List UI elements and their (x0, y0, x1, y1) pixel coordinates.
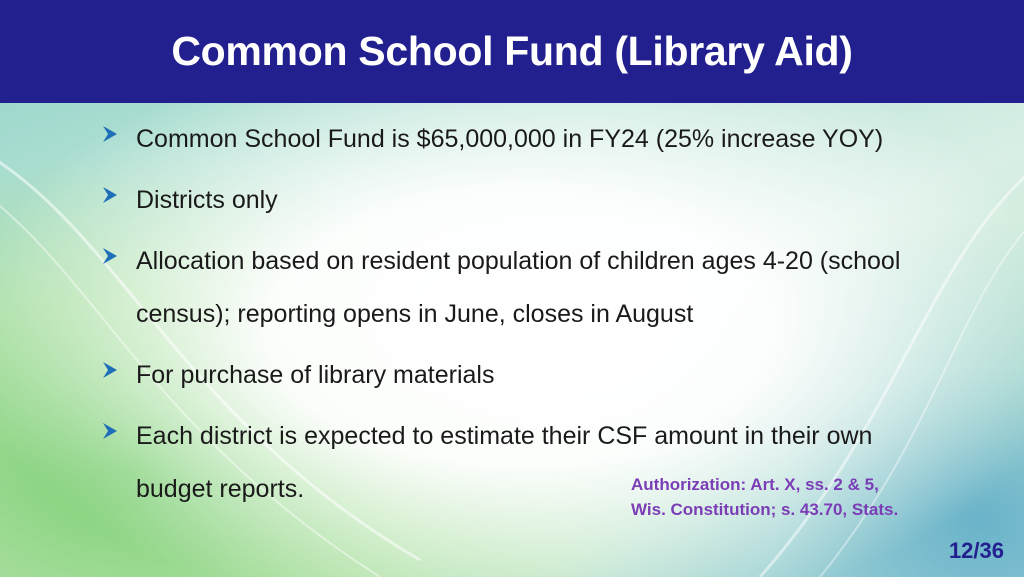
arrow-bullet-icon (100, 235, 136, 271)
arrow-bullet-icon (100, 410, 136, 446)
bullet-text: Each district is expected to estimate their CSF amount in their own budget reports. (136, 422, 873, 503)
citation-line: Wis. Constitution; s. 43.70, Stats. (631, 500, 899, 519)
bullet-item (100, 235, 940, 341)
bullet-text: Common School Fund is $65,000,000 in FY24 (25% increase YOY) (136, 125, 884, 153)
bullet-item (100, 349, 940, 402)
slide-title: Common School Fund (Library Aid) (171, 28, 853, 74)
arrow-bullet-icon (100, 113, 136, 149)
title-bar (0, 0, 1024, 103)
citation-line: Authorization: Art. X, ss. 2 & 5, (631, 475, 879, 494)
bullet-text: Districts only (136, 186, 278, 214)
bullet-text: For purchase of library materials (136, 361, 495, 389)
authorization-citation (631, 472, 951, 522)
arrow-bullet-icon (100, 349, 136, 385)
arrow-bullet-icon (100, 174, 136, 210)
bullet-text: Allocation based on resident population of children ages 4-20 (school census); reporting opens in June, closes in August (136, 247, 901, 328)
bullet-item (100, 174, 940, 227)
bullet-list (100, 113, 940, 524)
page-number: 12/36 (948, 538, 1004, 563)
bullet-item (100, 113, 940, 166)
